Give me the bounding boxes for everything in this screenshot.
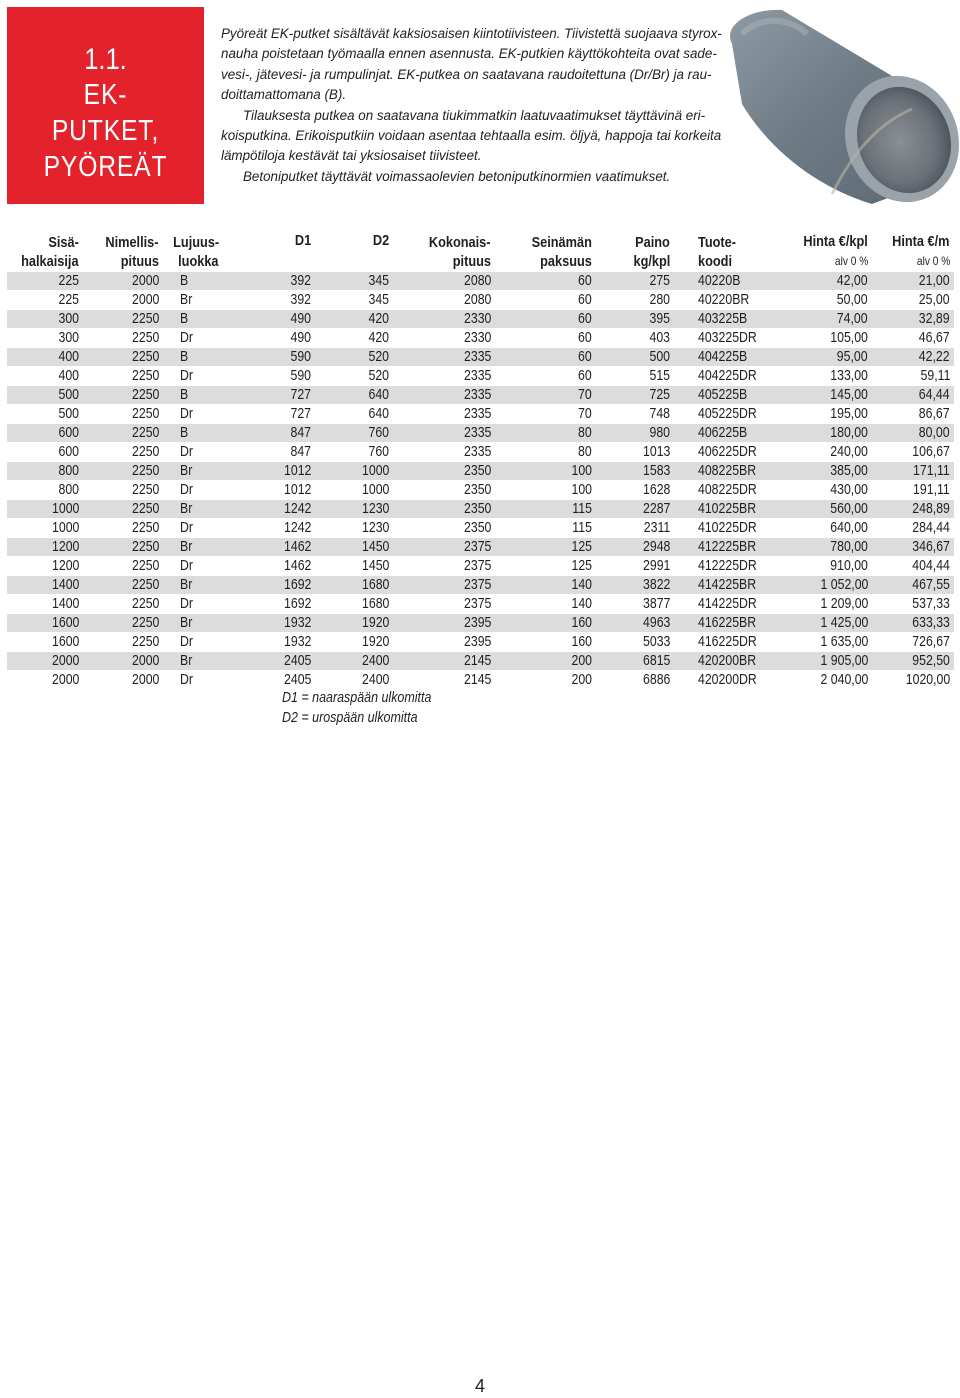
cell-wall-thickness: 100	[491, 462, 592, 481]
cell-weight: 403	[592, 329, 670, 348]
cell-product-code: 408225BR	[670, 462, 770, 481]
cell-weight: 6886	[592, 671, 670, 690]
cell-price-per-meter: 80,00	[868, 424, 954, 443]
cell-price-per-meter: 21,00	[868, 272, 954, 291]
cell-strength-class: Dr	[159, 481, 219, 500]
cell-product-code: 410225BR	[670, 500, 770, 519]
cell-total-length: 2080	[389, 291, 491, 310]
cell-total-length: 2350	[389, 519, 491, 538]
cell-total-length: 2145	[389, 652, 491, 671]
cell-d1: 1242	[219, 500, 311, 519]
cell-total-length: 2395	[389, 633, 491, 652]
cell-total-length: 2145	[389, 671, 491, 690]
table-row	[7, 576, 954, 595]
cell-nominal-length: 2000	[79, 272, 159, 291]
cell-d2: 520	[311, 367, 389, 386]
cell-price-per-piece: 910,00	[770, 557, 868, 576]
cell-price-per-meter: 537,33	[868, 595, 954, 614]
cell-weight: 725	[592, 386, 670, 405]
cell-nominal-length: 2250	[79, 614, 159, 633]
cell-price-per-meter: 1020,00	[868, 671, 954, 690]
cell-d1: 1462	[219, 557, 311, 576]
cell-wall-thickness: 125	[491, 538, 592, 557]
cell-total-length: 2330	[389, 329, 491, 348]
cell-wall-thickness: 60	[491, 272, 592, 291]
cell-nominal-length: 2250	[79, 633, 159, 652]
intro-line: Betoniputket täyttävät voimassaolevien betoniputkinormien vaatimukset.	[243, 168, 671, 184]
cell-wall-thickness: 125	[491, 557, 592, 576]
cell-strength-class: Br	[159, 614, 219, 633]
cell-total-length: 2335	[389, 405, 491, 424]
cell-price-per-meter: 404,44	[868, 557, 954, 576]
cell-weight: 748	[592, 405, 670, 424]
cell-weight: 280	[592, 291, 670, 310]
cell-price-per-piece: 1 052,00	[770, 576, 868, 595]
cell-product-code: 406225DR	[670, 443, 770, 462]
cell-wall-thickness: 80	[491, 424, 592, 443]
cell-inner-diameter: 300	[7, 329, 79, 348]
cell-product-code: 403225B	[670, 310, 770, 329]
section-title-line: PYÖREÄT	[43, 151, 168, 183]
cell-weight: 6815	[592, 652, 670, 671]
cell-inner-diameter: 500	[7, 386, 79, 405]
cell-strength-class: Dr	[159, 405, 219, 424]
cell-nominal-length: 2000	[79, 291, 159, 310]
cell-wall-thickness: 200	[491, 671, 592, 690]
cell-wall-thickness: 60	[491, 367, 592, 386]
col-wall-thickness: Seinämän paksuus	[531, 234, 592, 270]
section-number: 1.1.	[84, 43, 127, 76]
cell-wall-thickness: 60	[491, 310, 592, 329]
table-row	[7, 519, 954, 538]
col-nominal-length: Nimellis- pituus	[105, 234, 159, 270]
cell-price-per-piece: 240,00	[770, 443, 868, 462]
table-row	[7, 272, 954, 291]
col-price-per-meter: Hinta €/m alv 0 %	[892, 233, 950, 268]
cell-weight: 395	[592, 310, 670, 329]
note-d1: D1 = naaraspään ulkomitta	[282, 690, 432, 706]
cell-price-per-meter: 726,67	[868, 633, 954, 652]
cell-d2: 345	[311, 291, 389, 310]
cell-product-code: 408225DR	[670, 481, 770, 500]
table-notes	[282, 688, 456, 728]
cell-d1: 490	[219, 310, 311, 329]
table-row	[7, 462, 954, 481]
cell-weight: 2948	[592, 538, 670, 557]
cell-strength-class: B	[159, 310, 219, 329]
cell-nominal-length: 2250	[79, 443, 159, 462]
cell-weight: 515	[592, 367, 670, 386]
section-title-box	[7, 7, 204, 204]
section-title	[22, 77, 189, 185]
cell-d2: 2400	[311, 671, 389, 690]
cell-weight: 1013	[592, 443, 670, 462]
cell-total-length: 2375	[389, 595, 491, 614]
cell-d1: 2405	[219, 652, 311, 671]
table-row	[7, 291, 954, 310]
cell-nominal-length: 2250	[79, 538, 159, 557]
page-number: 4	[474, 1376, 485, 1396]
cell-d2: 760	[311, 443, 389, 462]
cell-price-per-piece: 145,00	[770, 386, 868, 405]
cell-product-code: 414225BR	[670, 576, 770, 595]
cell-d2: 1450	[311, 557, 389, 576]
cell-wall-thickness: 140	[491, 576, 592, 595]
intro-line: nauha poistetaan työmaalla ennen asennusta. EK-putkien käyttökohteita ovat sade-	[221, 46, 717, 62]
cell-d1: 590	[219, 348, 311, 367]
cell-weight: 1628	[592, 481, 670, 500]
cell-wall-thickness: 140	[491, 595, 592, 614]
cell-d2: 2400	[311, 652, 389, 671]
cell-nominal-length: 2250	[79, 557, 159, 576]
cell-strength-class: Dr	[159, 367, 219, 386]
cell-inner-diameter: 300	[7, 310, 79, 329]
cell-nominal-length: 2250	[79, 519, 159, 538]
table-row	[7, 367, 954, 386]
cell-d1: 1692	[219, 576, 311, 595]
cell-nominal-length: 2250	[79, 576, 159, 595]
cell-strength-class: Dr	[159, 633, 219, 652]
cell-inner-diameter: 1600	[7, 633, 79, 652]
cell-price-per-piece: 2 040,00	[770, 671, 868, 690]
cell-strength-class: Br	[159, 462, 219, 481]
cell-nominal-length: 2250	[79, 424, 159, 443]
cell-total-length: 2335	[389, 386, 491, 405]
cell-product-code: 406225B	[670, 424, 770, 443]
intro-line: lämpötiloja kestävät tai yksiosaiset tiivisteet.	[221, 148, 482, 164]
col-strength-class: Lujuus- luokka	[172, 234, 219, 270]
cell-price-per-meter: 284,44	[868, 519, 954, 538]
cell-inner-diameter: 1400	[7, 576, 79, 595]
cell-nominal-length: 2250	[79, 310, 159, 329]
cell-strength-class: Br	[159, 500, 219, 519]
cell-wall-thickness: 70	[491, 405, 592, 424]
cell-d2: 1920	[311, 614, 389, 633]
section-title-line: PUTKET,	[51, 115, 160, 147]
cell-price-per-meter: 171,11	[868, 462, 954, 481]
cell-total-length: 2335	[389, 367, 491, 386]
cell-weight: 3822	[592, 576, 670, 595]
cell-d2: 1230	[311, 519, 389, 538]
cell-price-per-piece: 1 635,00	[770, 633, 868, 652]
cell-strength-class: Dr	[159, 519, 219, 538]
cell-price-per-piece: 1 209,00	[770, 595, 868, 614]
cell-product-code: 40220BR	[670, 291, 770, 310]
cell-d1: 727	[219, 386, 311, 405]
cell-weight: 980	[592, 424, 670, 443]
cell-wall-thickness: 160	[491, 633, 592, 652]
cell-product-code: 410225DR	[670, 519, 770, 538]
cell-weight: 2991	[592, 557, 670, 576]
cell-price-per-meter: 467,55	[868, 576, 954, 595]
cell-d2: 640	[311, 405, 389, 424]
cell-inner-diameter: 600	[7, 443, 79, 462]
cell-inner-diameter: 1200	[7, 557, 79, 576]
cell-nominal-length: 2250	[79, 500, 159, 519]
cell-d1: 490	[219, 329, 311, 348]
table-row	[7, 310, 954, 329]
cell-d1: 1462	[219, 538, 311, 557]
cell-wall-thickness: 60	[491, 348, 592, 367]
cell-strength-class: B	[159, 424, 219, 443]
table-row	[7, 652, 954, 671]
table-row	[7, 614, 954, 633]
cell-price-per-piece: 95,00	[770, 348, 868, 367]
note-d2: D2 = urospään ulkomitta	[282, 710, 418, 726]
cell-weight: 2287	[592, 500, 670, 519]
cell-d2: 1920	[311, 633, 389, 652]
cell-d1: 1012	[219, 462, 311, 481]
cell-d2: 1000	[311, 481, 389, 500]
cell-d1: 392	[219, 291, 311, 310]
cell-nominal-length: 2250	[79, 481, 159, 500]
cell-d2: 1450	[311, 538, 389, 557]
cell-d2: 345	[311, 272, 389, 291]
table-row	[7, 671, 954, 690]
cell-product-code: 414225DR	[670, 595, 770, 614]
col-product-code: Tuote- koodi	[698, 234, 737, 270]
cell-product-code: 405225B	[670, 386, 770, 405]
cell-price-per-piece: 385,00	[770, 462, 868, 481]
cell-strength-class: B	[159, 348, 219, 367]
cell-price-per-meter: 25,00	[868, 291, 954, 310]
cell-price-per-piece: 105,00	[770, 329, 868, 348]
cell-price-per-meter: 59,11	[868, 367, 954, 386]
cell-inner-diameter: 2000	[7, 671, 79, 690]
cell-wall-thickness: 200	[491, 652, 592, 671]
cell-inner-diameter: 2000	[7, 652, 79, 671]
cell-inner-diameter: 1000	[7, 519, 79, 538]
cell-total-length: 2350	[389, 500, 491, 519]
cell-product-code: 412225DR	[670, 557, 770, 576]
table-row	[7, 329, 954, 348]
cell-d1: 1692	[219, 595, 311, 614]
cell-total-length: 2335	[389, 348, 491, 367]
cell-price-per-piece: 1 905,00	[770, 652, 868, 671]
cell-inner-diameter: 600	[7, 424, 79, 443]
cell-strength-class: Br	[159, 576, 219, 595]
cell-nominal-length: 2000	[79, 652, 159, 671]
cell-price-per-piece: 50,00	[770, 291, 868, 310]
cell-price-per-meter: 248,89	[868, 500, 954, 519]
table-row	[7, 557, 954, 576]
cell-d1: 2405	[219, 671, 311, 690]
cell-price-per-meter: 46,67	[868, 329, 954, 348]
cell-price-per-piece: 640,00	[770, 519, 868, 538]
cell-total-length: 2335	[389, 443, 491, 462]
cell-total-length: 2350	[389, 462, 491, 481]
cell-d2: 1230	[311, 500, 389, 519]
intro-line: vesi-, jätevesi- ja rumpulinjat. EK-putkea on saatavana raudoitettuna (Dr/Br) ja rau-	[221, 66, 712, 82]
cell-strength-class: Br	[159, 291, 219, 310]
cell-weight: 3877	[592, 595, 670, 614]
table-row	[7, 405, 954, 424]
col-inner-diameter: Sisä- halkaisija	[21, 234, 79, 270]
cell-price-per-meter: 42,22	[868, 348, 954, 367]
cell-product-code: 420200BR	[670, 652, 770, 671]
cell-inner-diameter: 500	[7, 405, 79, 424]
cell-d1: 1932	[219, 614, 311, 633]
cell-inner-diameter: 225	[7, 272, 79, 291]
cell-inner-diameter: 800	[7, 462, 79, 481]
cell-inner-diameter: 1400	[7, 595, 79, 614]
cell-wall-thickness: 60	[491, 329, 592, 348]
cell-wall-thickness: 70	[491, 386, 592, 405]
table-header-row	[7, 230, 954, 272]
cell-inner-diameter: 400	[7, 348, 79, 367]
cell-inner-diameter: 225	[7, 291, 79, 310]
cell-price-per-piece: 133,00	[770, 367, 868, 386]
cell-price-per-piece: 430,00	[770, 481, 868, 500]
col-d2: D2	[372, 232, 389, 249]
cell-strength-class: B	[159, 386, 219, 405]
cell-nominal-length: 2000	[79, 671, 159, 690]
cell-d1: 847	[219, 424, 311, 443]
cell-price-per-piece: 780,00	[770, 538, 868, 557]
col-total-length: Kokonais- pituus	[429, 234, 491, 270]
cell-product-code: 403225DR	[670, 329, 770, 348]
cell-d1: 1012	[219, 481, 311, 500]
intro-line: Tilauksesta putkea on saatavana tiukimmatkin laatuvaatimukset täyttävinä eri-	[243, 107, 706, 123]
cell-d2: 420	[311, 329, 389, 348]
cell-total-length: 2375	[389, 538, 491, 557]
intro-line: Pyöreät EK-putket sisältävät kaksiosaisen kiintotiivisteen. Tiivistettä suojaava styrox-	[221, 26, 722, 41]
cell-price-per-piece: 180,00	[770, 424, 868, 443]
table-row	[7, 424, 954, 443]
cell-total-length: 2335	[389, 424, 491, 443]
cell-price-per-piece: 560,00	[770, 500, 868, 519]
cell-weight: 275	[592, 272, 670, 291]
table-row	[7, 443, 954, 462]
cell-strength-class: Dr	[159, 671, 219, 690]
cell-wall-thickness: 160	[491, 614, 592, 633]
cell-strength-class: Br	[159, 652, 219, 671]
cell-d2: 420	[311, 310, 389, 329]
cell-d2: 520	[311, 348, 389, 367]
cell-product-code: 405225DR	[670, 405, 770, 424]
cell-strength-class: Br	[159, 538, 219, 557]
cell-price-per-meter: 106,67	[868, 443, 954, 462]
cell-d1: 392	[219, 272, 311, 291]
cell-total-length: 2080	[389, 272, 491, 291]
cell-weight: 500	[592, 348, 670, 367]
cell-strength-class: Dr	[159, 557, 219, 576]
cell-strength-class: Dr	[159, 329, 219, 348]
cell-total-length: 2375	[389, 576, 491, 595]
cell-d1: 1932	[219, 633, 311, 652]
cell-product-code: 412225BR	[670, 538, 770, 557]
cell-price-per-meter: 191,11	[868, 481, 954, 500]
cell-d1: 1242	[219, 519, 311, 538]
cell-total-length: 2330	[389, 310, 491, 329]
cell-strength-class: Dr	[159, 595, 219, 614]
table-row	[7, 481, 954, 500]
cell-nominal-length: 2250	[79, 348, 159, 367]
intro-line: doittamattomana (B).	[221, 87, 347, 103]
cell-nominal-length: 2250	[79, 386, 159, 405]
cell-price-per-meter: 346,67	[868, 538, 954, 557]
table-row	[7, 348, 954, 367]
cell-price-per-meter: 64,44	[868, 386, 954, 405]
intro-text	[221, 24, 722, 187]
cell-wall-thickness: 60	[491, 291, 592, 310]
cell-price-per-meter: 86,67	[868, 405, 954, 424]
cell-product-code: 416225DR	[670, 633, 770, 652]
cell-inner-diameter: 1600	[7, 614, 79, 633]
cell-product-code: 420200DR	[670, 671, 770, 690]
cell-product-code: 416225BR	[670, 614, 770, 633]
cell-weight: 2311	[592, 519, 670, 538]
cell-total-length: 2395	[389, 614, 491, 633]
table-row	[7, 595, 954, 614]
cell-strength-class: B	[159, 272, 219, 291]
cell-price-per-piece: 42,00	[770, 272, 868, 291]
cell-price-per-piece: 1 425,00	[770, 614, 868, 633]
cell-product-code: 404225DR	[670, 367, 770, 386]
cell-total-length: 2350	[389, 481, 491, 500]
col-d1: D1	[294, 232, 311, 249]
cell-nominal-length: 2250	[79, 462, 159, 481]
table-row	[7, 386, 954, 405]
cell-inner-diameter: 800	[7, 481, 79, 500]
cell-price-per-meter: 952,50	[868, 652, 954, 671]
table-row	[7, 538, 954, 557]
cell-d2: 1680	[311, 576, 389, 595]
cell-d2: 640	[311, 386, 389, 405]
cell-nominal-length: 2250	[79, 405, 159, 424]
cell-wall-thickness: 80	[491, 443, 592, 462]
cell-product-code: 40220B	[670, 272, 770, 291]
cell-d1: 847	[219, 443, 311, 462]
cell-inner-diameter: 1200	[7, 538, 79, 557]
cell-d1: 727	[219, 405, 311, 424]
cell-nominal-length: 2250	[79, 329, 159, 348]
pipe-specification-table	[7, 230, 954, 689]
cell-product-code: 404225B	[670, 348, 770, 367]
table-row	[7, 500, 954, 519]
cell-nominal-length: 2250	[79, 367, 159, 386]
cell-wall-thickness: 115	[491, 519, 592, 538]
cell-d1: 590	[219, 367, 311, 386]
cell-nominal-length: 2250	[79, 595, 159, 614]
cell-weight: 4963	[592, 614, 670, 633]
concrete-pipe-image	[712, 4, 960, 208]
cell-weight: 1583	[592, 462, 670, 481]
cell-price-per-piece: 195,00	[770, 405, 868, 424]
intro-line: koisputkina. Erikoisputkiin voidaan asentaa tehtaalla esim. öljyä, happoja tai korkeita	[221, 128, 722, 144]
cell-price-per-meter: 32,89	[868, 310, 954, 329]
cell-inner-diameter: 400	[7, 367, 79, 386]
table-row	[7, 633, 954, 652]
col-weight: Paino kg/kpl	[633, 234, 670, 270]
cell-wall-thickness: 115	[491, 500, 592, 519]
cell-d2: 1680	[311, 595, 389, 614]
cell-wall-thickness: 100	[491, 481, 592, 500]
cell-price-per-piece: 74,00	[770, 310, 868, 329]
cell-d2: 760	[311, 424, 389, 443]
section-title-line: EK-	[83, 79, 128, 111]
cell-price-per-meter: 633,33	[868, 614, 954, 633]
cell-strength-class: Dr	[159, 443, 219, 462]
col-price-per-piece: Hinta €/kpl alv 0 %	[803, 233, 868, 268]
cell-inner-diameter: 1000	[7, 500, 79, 519]
cell-d2: 1000	[311, 462, 389, 481]
cell-weight: 5033	[592, 633, 670, 652]
cell-total-length: 2375	[389, 557, 491, 576]
